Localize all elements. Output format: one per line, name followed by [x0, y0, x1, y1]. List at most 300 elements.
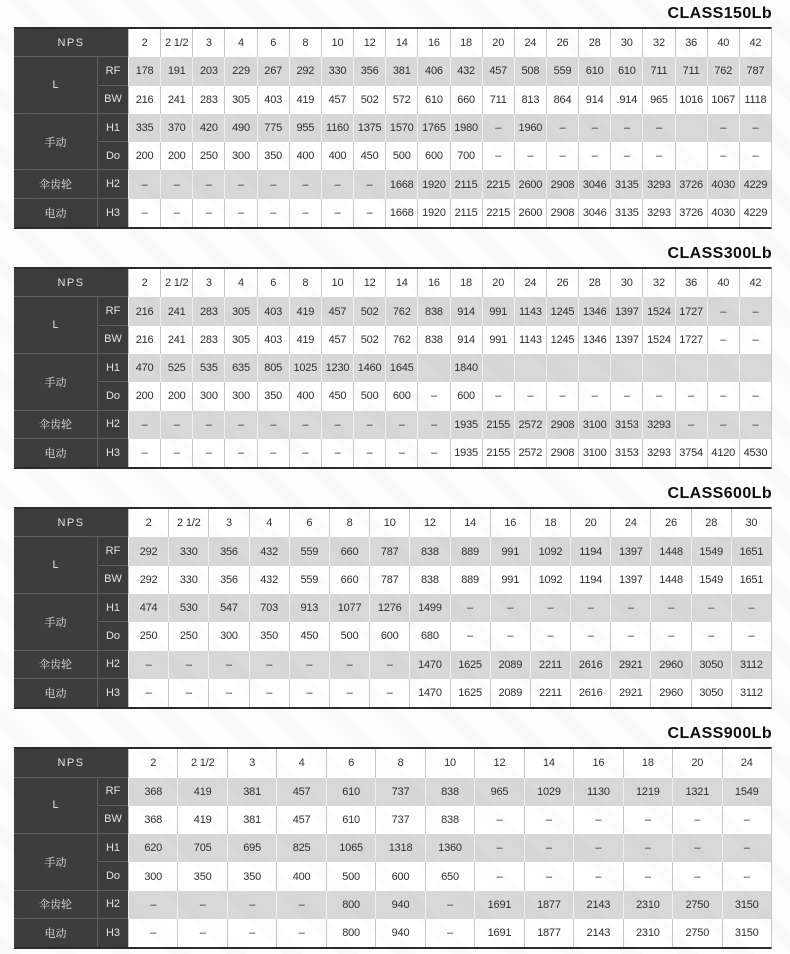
data-cell: – — [353, 170, 385, 198]
data-cell: 3112 — [731, 651, 771, 679]
data-cell: 1920 — [417, 199, 449, 227]
data-cell: 1960 — [514, 114, 546, 142]
data-cell: – — [514, 142, 546, 170]
data-cell: 1397 — [610, 537, 650, 565]
data-cell: – — [722, 806, 771, 834]
col-header-cell: 8 — [329, 509, 369, 537]
row-sub-label: H3 — [97, 679, 128, 707]
data-cell: 4030 — [707, 199, 739, 227]
col-header-cell: 16 — [573, 749, 622, 777]
data-cell: 2155 — [482, 439, 514, 467]
data-cell: – — [192, 439, 224, 467]
data-cell: .914 — [610, 86, 642, 114]
col-header-cell: 14 — [385, 29, 417, 57]
data-cell: 2089 — [490, 651, 530, 679]
col-header-cell: 40 — [707, 269, 739, 297]
data-cell: – — [257, 439, 289, 467]
data-cell: – — [739, 326, 771, 354]
data-cell: 350 — [257, 142, 289, 170]
data-cell: – — [707, 142, 739, 170]
data-cell: 1025 — [289, 354, 321, 382]
data-cell: – — [672, 862, 721, 890]
data-cell: 350 — [177, 862, 226, 890]
data-cell: 635 — [224, 354, 256, 382]
data-cell: 3293 — [642, 170, 674, 198]
data-cell: – — [530, 622, 570, 650]
data-cell: 368 — [128, 806, 177, 834]
data-cell: – — [610, 142, 642, 170]
data-cell: 403 — [257, 86, 289, 114]
col-header-cell: 2 — [128, 269, 160, 297]
data-cell — [417, 354, 449, 382]
data-cell: – — [224, 170, 256, 198]
data-cell: – — [276, 891, 325, 919]
data-cell: 1092 — [530, 566, 570, 594]
data-cell: – — [321, 199, 353, 227]
data-cell: 991 — [482, 297, 514, 325]
row-sub-label: H3 — [97, 439, 128, 467]
data-cell: 381 — [385, 57, 417, 85]
row-group-label: L — [14, 57, 97, 114]
data-cell: 2908 — [546, 170, 578, 198]
data-cell: – — [573, 806, 622, 834]
data-cell: 356 — [208, 566, 248, 594]
col-header-cell: 4 — [276, 749, 325, 777]
col-header-cell: 16 — [490, 509, 530, 537]
data-cell: 2310 — [623, 891, 672, 919]
data-cell: – — [257, 411, 289, 439]
data-cell: 216 — [128, 297, 160, 325]
row-sub-label: BW — [97, 326, 128, 354]
data-cell: 805 — [257, 354, 289, 382]
data-cell: 4229 — [739, 199, 771, 227]
dimension-table — [14, 27, 772, 229]
data-cell: 991 — [490, 566, 530, 594]
data-cell: 838 — [425, 806, 474, 834]
data-cell: 1230 — [321, 354, 353, 382]
data-cell: 2310 — [623, 919, 672, 947]
data-cell: – — [490, 594, 530, 622]
data-cell: 525 — [160, 354, 192, 382]
data-cell: 1549 — [691, 537, 731, 565]
data-cell: 762 — [385, 326, 417, 354]
data-cell: 914 — [450, 297, 482, 325]
data-cell: – — [675, 411, 707, 439]
table-title: CLASS300Lb — [667, 245, 772, 263]
data-cell: 660 — [329, 537, 369, 565]
data-cell: 450 — [289, 622, 329, 650]
data-cell: 3293 — [642, 411, 674, 439]
data-cell: 300 — [224, 382, 256, 410]
data-cell: 3726 — [675, 170, 707, 198]
row-sub-label: RF — [97, 57, 128, 85]
col-header-cell: 12 — [353, 29, 385, 57]
data-cell: 1524 — [642, 326, 674, 354]
data-cell: – — [707, 411, 739, 439]
data-cell: – — [474, 806, 523, 834]
data-cell: – — [128, 679, 168, 707]
data-cell: 800 — [326, 891, 375, 919]
data-cell: 432 — [450, 57, 482, 85]
data-cell: – — [610, 114, 642, 142]
data-cell: 300 — [192, 382, 224, 410]
data-cell: 1651 — [731, 537, 771, 565]
data-cell: 502 — [353, 297, 385, 325]
data-cell: – — [573, 862, 622, 890]
data-cell: – — [369, 679, 409, 707]
data-cell: 419 — [289, 297, 321, 325]
data-cell: – — [128, 170, 160, 198]
data-cell: 1194 — [570, 566, 610, 594]
data-cell: 250 — [168, 622, 208, 650]
data-cell: 1346 — [578, 326, 610, 354]
data-cell: 403 — [257, 297, 289, 325]
nps-header-cell: NPS — [14, 29, 128, 57]
data-cell: – — [168, 679, 208, 707]
data-cell: 787 — [369, 537, 409, 565]
col-header-cell: 40 — [707, 29, 739, 57]
col-header-cell: 2 — [128, 29, 160, 57]
data-cell: – — [739, 411, 771, 439]
data-cell: 737 — [375, 806, 424, 834]
data-cell: 991 — [490, 537, 530, 565]
data-cell: – — [524, 862, 573, 890]
data-cell: – — [707, 297, 739, 325]
data-cell: 1219 — [623, 778, 672, 806]
data-cell: 470 — [128, 354, 160, 382]
data-cell: – — [578, 114, 610, 142]
data-cell: – — [192, 411, 224, 439]
data-cell: 680 — [409, 622, 449, 650]
data-cell: – — [385, 439, 417, 467]
data-cell — [514, 354, 546, 382]
data-cell: 1691 — [474, 891, 523, 919]
row-sub-label: H2 — [97, 411, 128, 439]
data-cell: 2215 — [482, 199, 514, 227]
data-cell: – — [249, 651, 289, 679]
data-cell: 600 — [375, 862, 424, 890]
data-cell — [739, 354, 771, 382]
data-cell: 1935 — [450, 439, 482, 467]
col-header-cell: 14 — [385, 269, 417, 297]
data-cell: – — [672, 834, 721, 862]
data-cell: – — [425, 891, 474, 919]
data-cell: – — [707, 382, 739, 410]
table-section-class600lb — [14, 484, 772, 709]
data-cell: 2115 — [450, 170, 482, 198]
row-sub-label: RF — [97, 297, 128, 325]
row-sub-label: H1 — [97, 834, 128, 862]
data-cell: – — [722, 862, 771, 890]
data-cell: 250 — [192, 142, 224, 170]
data-cell: 1321 — [672, 778, 721, 806]
data-cell: 3135 — [610, 170, 642, 198]
data-cell: 600 — [385, 382, 417, 410]
row-sub-label: BW — [97, 86, 128, 114]
data-cell: – — [482, 382, 514, 410]
data-cell: 457 — [321, 326, 353, 354]
data-cell: 600 — [417, 142, 449, 170]
data-cell: 535 — [192, 354, 224, 382]
col-header-cell: 10 — [321, 269, 353, 297]
data-cell: 508 — [514, 57, 546, 85]
data-cell: – — [570, 594, 610, 622]
data-cell: 200 — [160, 142, 192, 170]
data-cell: 1935 — [450, 411, 482, 439]
data-cell: 457 — [482, 57, 514, 85]
data-cell: 4229 — [739, 170, 771, 198]
col-header-cell: 26 — [546, 269, 578, 297]
data-cell: – — [417, 411, 449, 439]
data-cell: 200 — [128, 142, 160, 170]
data-cell: 3153 — [610, 411, 642, 439]
data-cell: 356 — [353, 57, 385, 85]
col-header-cell: 18 — [623, 749, 672, 777]
data-cell: 300 — [208, 622, 248, 650]
data-cell: 1549 — [691, 566, 731, 594]
data-cell: – — [227, 919, 276, 947]
data-cell: 1668 — [385, 199, 417, 227]
row-group-label: L — [14, 778, 97, 835]
data-cell: 610 — [578, 57, 610, 85]
data-cell: 1524 — [642, 297, 674, 325]
data-cell: 559 — [546, 57, 578, 85]
data-cell: 330 — [168, 537, 208, 565]
data-cell: – — [224, 411, 256, 439]
col-header-cell: 4 — [224, 269, 256, 297]
col-header-cell: 14 — [524, 749, 573, 777]
data-cell: 2921 — [610, 651, 650, 679]
data-cell: 610 — [326, 778, 375, 806]
data-cell: 2572 — [514, 411, 546, 439]
row-sub-label: H2 — [97, 891, 128, 919]
data-cell: – — [177, 891, 226, 919]
data-cell: – — [289, 411, 321, 439]
data-cell: 502 — [353, 326, 385, 354]
col-header-cell: 10 — [369, 509, 409, 537]
col-header-cell: 2 — [128, 749, 177, 777]
data-cell: – — [739, 114, 771, 142]
data-cell: – — [610, 622, 650, 650]
data-cell: – — [731, 594, 771, 622]
col-header-cell: 2 1/2 — [160, 29, 192, 57]
data-cell: – — [642, 114, 674, 142]
data-cell: – — [739, 297, 771, 325]
data-cell: – — [610, 382, 642, 410]
data-cell: – — [425, 919, 474, 947]
data-cell: – — [675, 382, 707, 410]
row-group-label: 伞齿轮 — [14, 891, 97, 919]
data-cell: 1029 — [524, 778, 573, 806]
data-cell: 2600 — [514, 199, 546, 227]
table-title: CLASS900Lb — [667, 725, 772, 743]
data-cell: – — [353, 411, 385, 439]
data-cell: 1920 — [417, 170, 449, 198]
data-cell: 762 — [385, 297, 417, 325]
col-header-cell: 4 — [249, 509, 289, 537]
data-cell — [675, 354, 707, 382]
table-section-class150lb — [14, 4, 772, 229]
row-sub-label: RF — [97, 778, 128, 806]
row-sub-label: H2 — [97, 170, 128, 198]
data-cell: 200 — [160, 382, 192, 410]
data-cell: 547 — [208, 594, 248, 622]
col-header-cell: 32 — [642, 269, 674, 297]
data-cell: 737 — [375, 778, 424, 806]
data-cell: 3135 — [610, 199, 642, 227]
data-cell: – — [289, 199, 321, 227]
data-cell: – — [570, 622, 610, 650]
data-cell: 1625 — [450, 651, 490, 679]
col-header-cell: 20 — [672, 749, 721, 777]
data-cell: 500 — [385, 142, 417, 170]
col-header-cell: 20 — [570, 509, 610, 537]
data-cell: – — [482, 142, 514, 170]
data-cell: 991 — [482, 326, 514, 354]
data-cell: 250 — [128, 622, 168, 650]
data-cell: 1276 — [369, 594, 409, 622]
row-sub-label: Do — [97, 142, 128, 170]
data-cell: – — [650, 622, 690, 650]
data-cell: 368 — [128, 778, 177, 806]
col-header-cell: 24 — [514, 269, 546, 297]
data-cell: 838 — [417, 326, 449, 354]
data-cell: – — [224, 199, 256, 227]
data-cell: 500 — [329, 622, 369, 650]
data-cell: – — [610, 594, 650, 622]
data-cell: 838 — [409, 537, 449, 565]
data-cell: 1840 — [450, 354, 482, 382]
data-cell: 940 — [375, 919, 424, 947]
col-header-cell: 2 1/2 — [160, 269, 192, 297]
data-cell: 2908 — [546, 439, 578, 467]
col-header-cell: 6 — [289, 509, 329, 537]
col-header-cell: 20 — [482, 269, 514, 297]
data-cell: 1625 — [450, 679, 490, 707]
data-cell: 1765 — [417, 114, 449, 142]
data-cell: – — [160, 411, 192, 439]
data-cell: – — [321, 439, 353, 467]
row-sub-label: Do — [97, 382, 128, 410]
data-cell: 1691 — [474, 919, 523, 947]
data-cell: 1877 — [524, 919, 573, 947]
col-header-cell: 24 — [514, 29, 546, 57]
data-cell: – — [289, 679, 329, 707]
data-cell: – — [289, 170, 321, 198]
data-cell: – — [276, 919, 325, 947]
data-cell: – — [249, 679, 289, 707]
data-cell: 1397 — [610, 326, 642, 354]
col-header-cell: 4 — [224, 29, 256, 57]
data-cell: 400 — [289, 142, 321, 170]
data-cell: 889 — [450, 566, 490, 594]
data-cell: 889 — [450, 537, 490, 565]
col-header-cell: 30 — [610, 29, 642, 57]
data-cell: 3046 — [578, 199, 610, 227]
col-header-cell: 8 — [375, 749, 424, 777]
col-header-cell: 20 — [482, 29, 514, 57]
data-cell — [707, 354, 739, 382]
data-cell: 1067 — [707, 86, 739, 114]
data-cell: – — [731, 622, 771, 650]
data-cell: – — [691, 622, 731, 650]
col-header-cell: 28 — [691, 509, 731, 537]
data-cell: 610 — [326, 806, 375, 834]
data-cell: 3726 — [675, 199, 707, 227]
data-cell: – — [369, 651, 409, 679]
data-cell: 705 — [177, 834, 226, 862]
data-cell: – — [642, 382, 674, 410]
col-header-cell: 8 — [289, 269, 321, 297]
col-header-cell: 3 — [208, 509, 248, 537]
data-cell: 1194 — [570, 537, 610, 565]
data-cell: 267 — [257, 57, 289, 85]
data-cell: 2572 — [514, 439, 546, 467]
data-cell: 1645 — [385, 354, 417, 382]
data-cell: 350 — [249, 622, 289, 650]
data-cell: – — [353, 439, 385, 467]
data-cell: 335 — [128, 114, 160, 142]
data-cell: – — [289, 651, 329, 679]
col-header-cell: 30 — [731, 509, 771, 537]
data-cell: 620 — [128, 834, 177, 862]
data-cell: – — [329, 679, 369, 707]
data-cell: 955 — [289, 114, 321, 142]
data-cell: 292 — [289, 57, 321, 85]
data-cell: 2155 — [482, 411, 514, 439]
data-cell: 1143 — [514, 297, 546, 325]
data-cell: 1318 — [375, 834, 424, 862]
data-cell: 2616 — [570, 679, 610, 707]
data-cell: – — [530, 594, 570, 622]
data-cell: 610 — [417, 86, 449, 114]
data-cell: – — [417, 382, 449, 410]
data-cell: 1092 — [530, 537, 570, 565]
data-cell: 1397 — [610, 297, 642, 325]
data-cell: 1668 — [385, 170, 417, 198]
data-cell: 1570 — [385, 114, 417, 142]
data-cell: 1360 — [425, 834, 474, 862]
data-cell: 305 — [224, 86, 256, 114]
data-cell: 3150 — [722, 919, 771, 947]
data-cell: 1651 — [731, 566, 771, 594]
data-cell: 3100 — [578, 439, 610, 467]
row-group-label: 伞齿轮 — [14, 411, 97, 439]
col-header-cell: 6 — [326, 749, 375, 777]
col-header-cell: 18 — [450, 269, 482, 297]
col-header-cell: 10 — [321, 29, 353, 57]
data-cell: 1980 — [450, 114, 482, 142]
data-cell: 838 — [425, 778, 474, 806]
data-cell: 695 — [227, 834, 276, 862]
nps-header-cell: NPS — [14, 509, 128, 537]
row-group-label: 手动 — [14, 354, 97, 411]
data-cell: 2211 — [530, 679, 570, 707]
data-cell: 530 — [168, 594, 208, 622]
col-header-cell: 32 — [642, 29, 674, 57]
data-cell: 1470 — [409, 679, 449, 707]
data-cell: – — [739, 142, 771, 170]
data-cell: 330 — [321, 57, 353, 85]
data-cell: – — [128, 411, 160, 439]
data-cell: – — [192, 170, 224, 198]
data-cell: 711 — [642, 57, 674, 85]
nps-header-cell: NPS — [14, 749, 128, 777]
data-cell: 940 — [375, 891, 424, 919]
table-section-class300lb — [14, 244, 772, 469]
data-cell: 500 — [326, 862, 375, 890]
data-cell: 3293 — [642, 199, 674, 227]
